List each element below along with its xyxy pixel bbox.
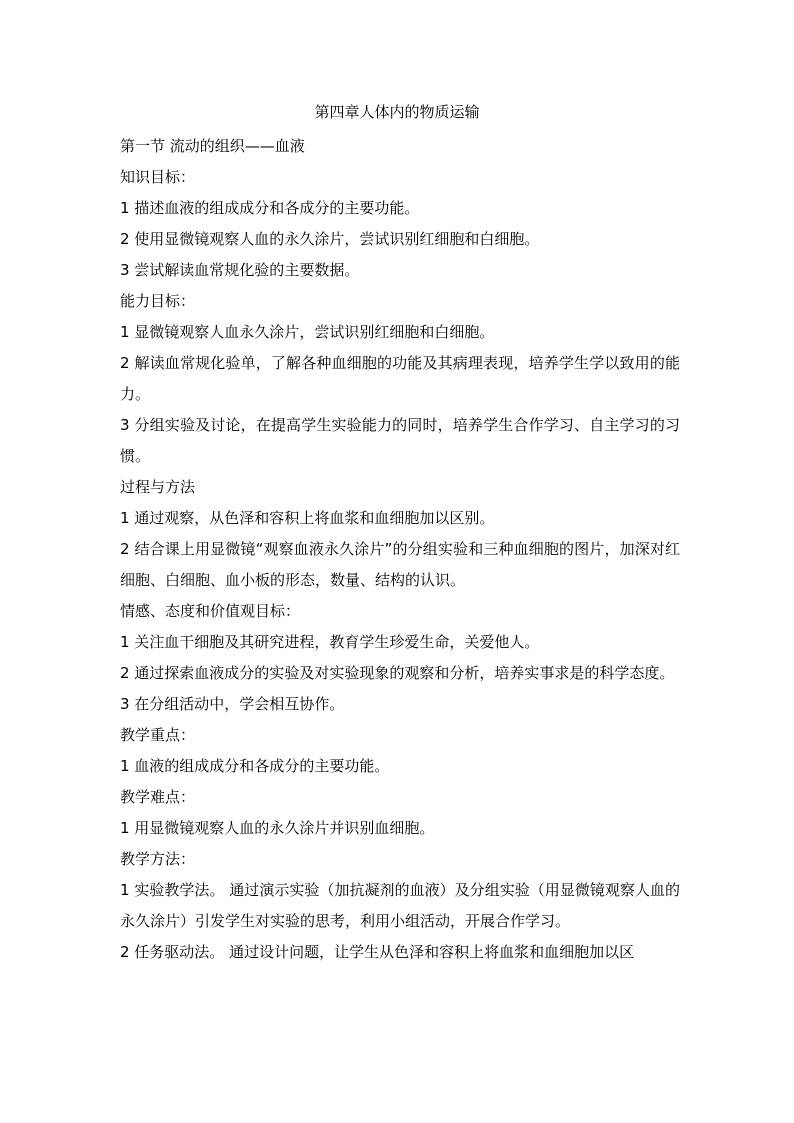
difficult-point-heading: 教学难点： xyxy=(120,788,196,806)
emotion-item-1: 1 关注血干细胞及其研究进程，教育学生珍爱生命，关爱他人。 xyxy=(120,633,540,651)
knowledge-item-3: 3 尝试解读血常规化验的主要数据。 xyxy=(120,261,360,279)
emotion-heading: 情感、态度和价值观目标： xyxy=(120,602,301,620)
emotion-item-3: 3 在分组活动中，学会相互协作。 xyxy=(120,695,345,713)
knowledge-item-2: 2 使用显微镜观察人血的永久涂片，尝试识别红细胞和白细胞。 xyxy=(120,230,540,248)
ability-heading: 能力目标： xyxy=(120,292,196,310)
method-item-1: 1 实验教学法。 通过演示实验（加抗凝剂的血液）及分组实验（用显微镜观察人血的永久涂片）引发学生对实验的思考，利用小组活动，开展合作学习。 xyxy=(120,881,680,930)
document-body xyxy=(120,131,680,968)
process-item-1: 1 通过观察，从色泽和容积上将血浆和血细胞加以区别。 xyxy=(120,509,495,527)
section-heading: 第一节 流动的组织——血液 xyxy=(120,137,305,155)
method-item-2: 2 任务驱动法。 通过设计问题，让学生从色泽和容积上将血浆和血细胞加以区 xyxy=(120,943,635,961)
difficult-point-item-1: 1 用显微镜观察人血的永久涂片并识别血细胞。 xyxy=(120,819,435,837)
process-heading: 过程与方法 xyxy=(120,478,196,496)
ability-item-2: 2 解读血常规化验单，了解各种血细胞的功能及其病理表现，培养学生学以致用的能力。 xyxy=(120,354,680,403)
ability-item-3: 3 分组实验及讨论，在提高学生实验能力的同时，培养学生合作学习、自主学习的习惯。 xyxy=(120,416,680,465)
emotion-item-2: 2 通过探索血液成分的实验及对实验现象的观察和分析，培养实事求是的科学态度。 xyxy=(120,664,675,682)
key-point-heading: 教学重点： xyxy=(120,726,196,744)
ability-item-1: 1 显微镜观察人血永久涂片，尝试识别红细胞和白细胞。 xyxy=(120,323,495,341)
knowledge-heading: 知识目标： xyxy=(120,168,196,186)
method-heading: 教学方法： xyxy=(120,850,196,868)
key-point-item-1: 1 血液的组成成分和各成分的主要功能。 xyxy=(120,757,390,775)
chapter-title: 第四章人体内的物质运输 xyxy=(314,103,480,121)
knowledge-item-1: 1 描述血液的组成成分和各成分的主要功能。 xyxy=(120,199,420,217)
process-item-2: 2 结合课上用显微镜“观察血液永久涂片”的分组实验和三种血细胞的图片，加深对红细胞、白细胞、血小板的形态，数量、结构的认识。 xyxy=(120,540,680,589)
